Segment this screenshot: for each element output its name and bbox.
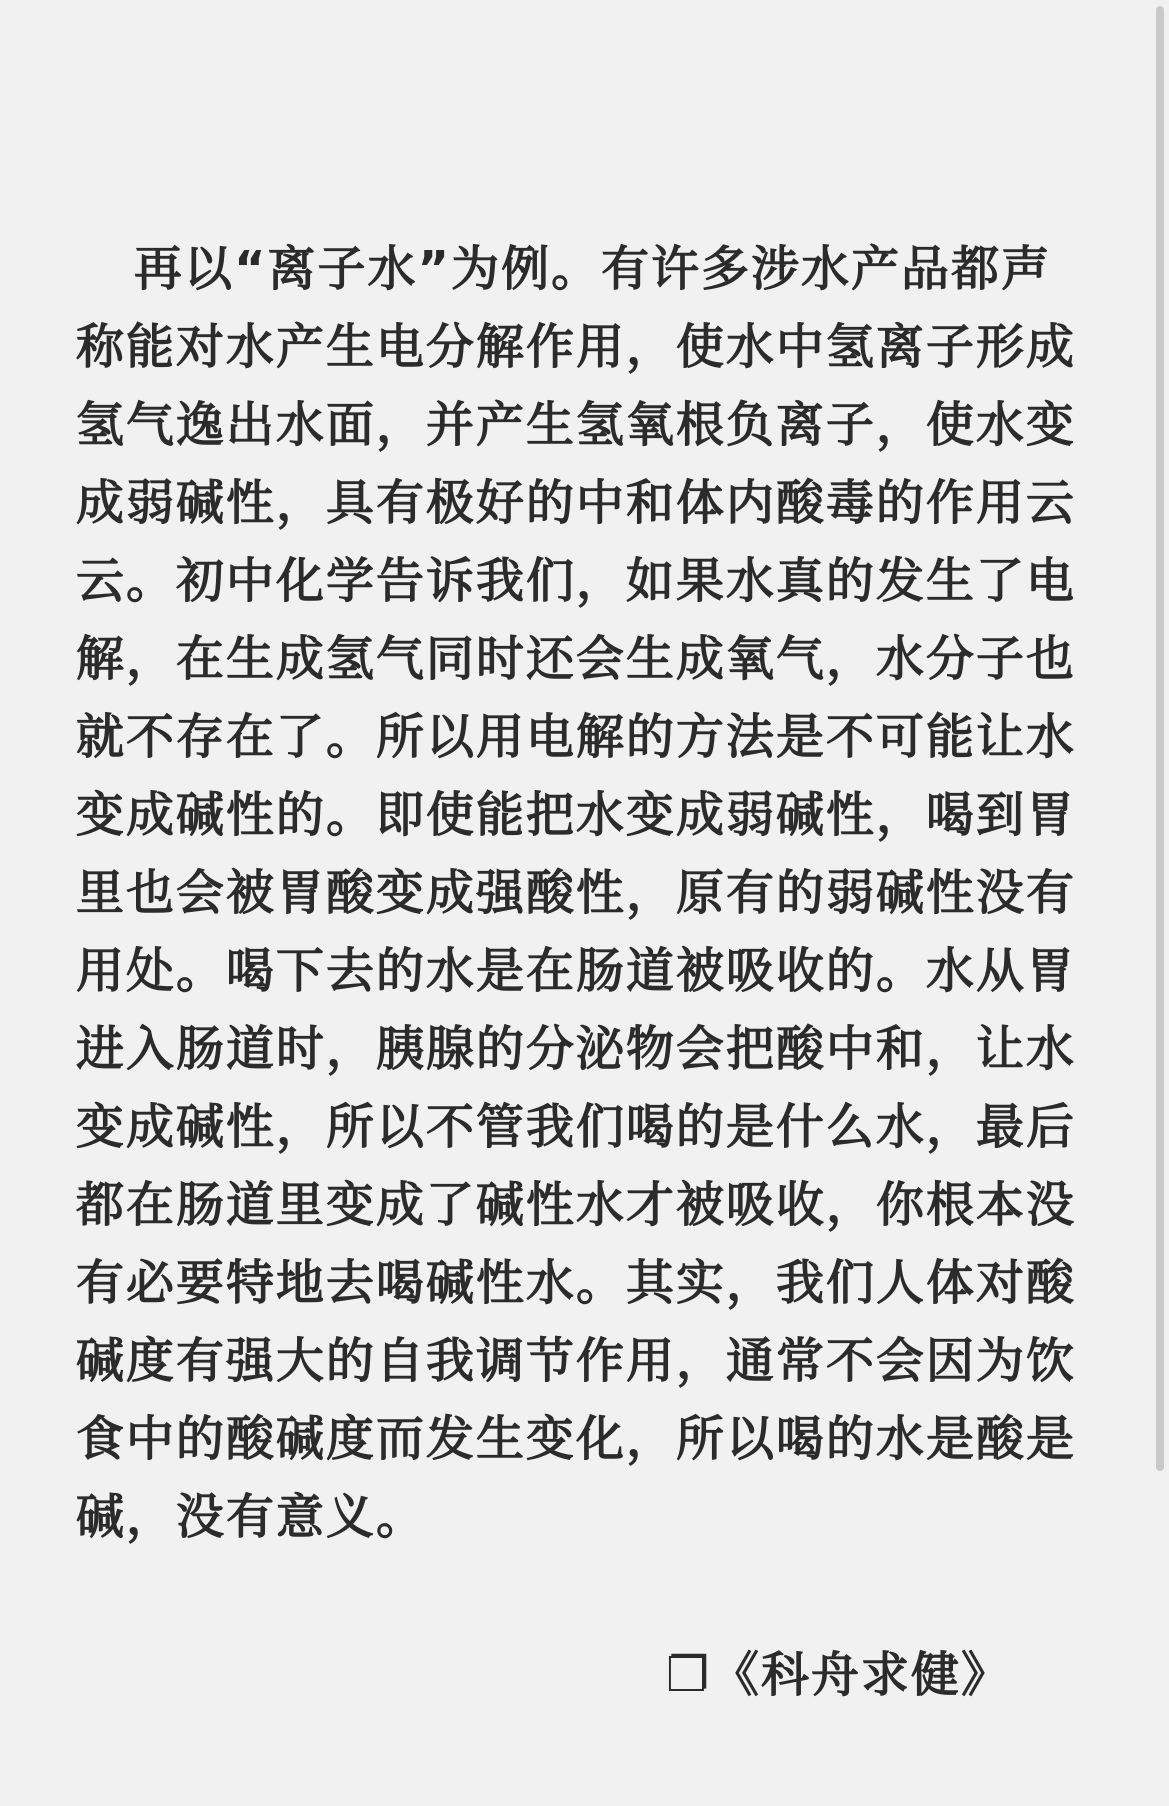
article-line: 食中的酸碱度而发生变化，所以喝的水是酸是 [76, 1411, 1077, 1467]
article-line: 变成碱性的。即使能把水变成弱碱性，喝到胃 [76, 787, 1077, 843]
article-line: 解，在生成氢气同时还会生成氧气，水分子也 [76, 631, 1077, 687]
article-line: 云。初中化学告诉我们，如果水真的发生了电 [76, 553, 1077, 609]
article-line: 变成碱性，所以不管我们喝的是什么水，最后 [76, 1099, 1077, 1155]
article-line: 碱，没有意义。 [76, 1489, 427, 1545]
article-line: 进入肠道时，胰腺的分泌物会把酸中和，让水 [76, 1021, 1077, 1077]
scrollbar-thumb[interactable] [1156, 6, 1164, 1471]
article-line: 都在肠道里变成了碱性水才被吸收，你根本没 [76, 1177, 1077, 1233]
article-line: 有必要特地去喝碱性水。其实，我们人体对酸 [76, 1255, 1077, 1311]
article-line: 用处。喝下去的水是在肠道被吸收的。水从胃 [76, 943, 1077, 999]
article-line: 成弱碱性，具有极好的中和体内酸毒的作用云 [76, 475, 1077, 531]
article-line: 氢气逸出水面，并产生氢氧根负离子，使水变 [76, 397, 1077, 453]
vertical-scrollbar[interactable] [1153, 0, 1167, 1806]
article-line: 碱度有强大的自我调节作用，通常不会因为饮 [76, 1333, 1077, 1389]
source-signature: ❐《科舟求健》 [666, 1647, 1012, 1703]
article-line: 里也会被胃酸变成强酸性，原有的弱碱性没有 [76, 865, 1077, 921]
article-line: 称能对水产生电分解作用，使水中氢离子形成 [76, 319, 1077, 375]
article-line: 就不存在了。所以用电解的方法是不可能让水 [76, 709, 1077, 765]
article-line: 再以“离子水”为例。有许多涉水产品都声 [134, 241, 1052, 297]
article-body [76, 230, 1086, 1556]
